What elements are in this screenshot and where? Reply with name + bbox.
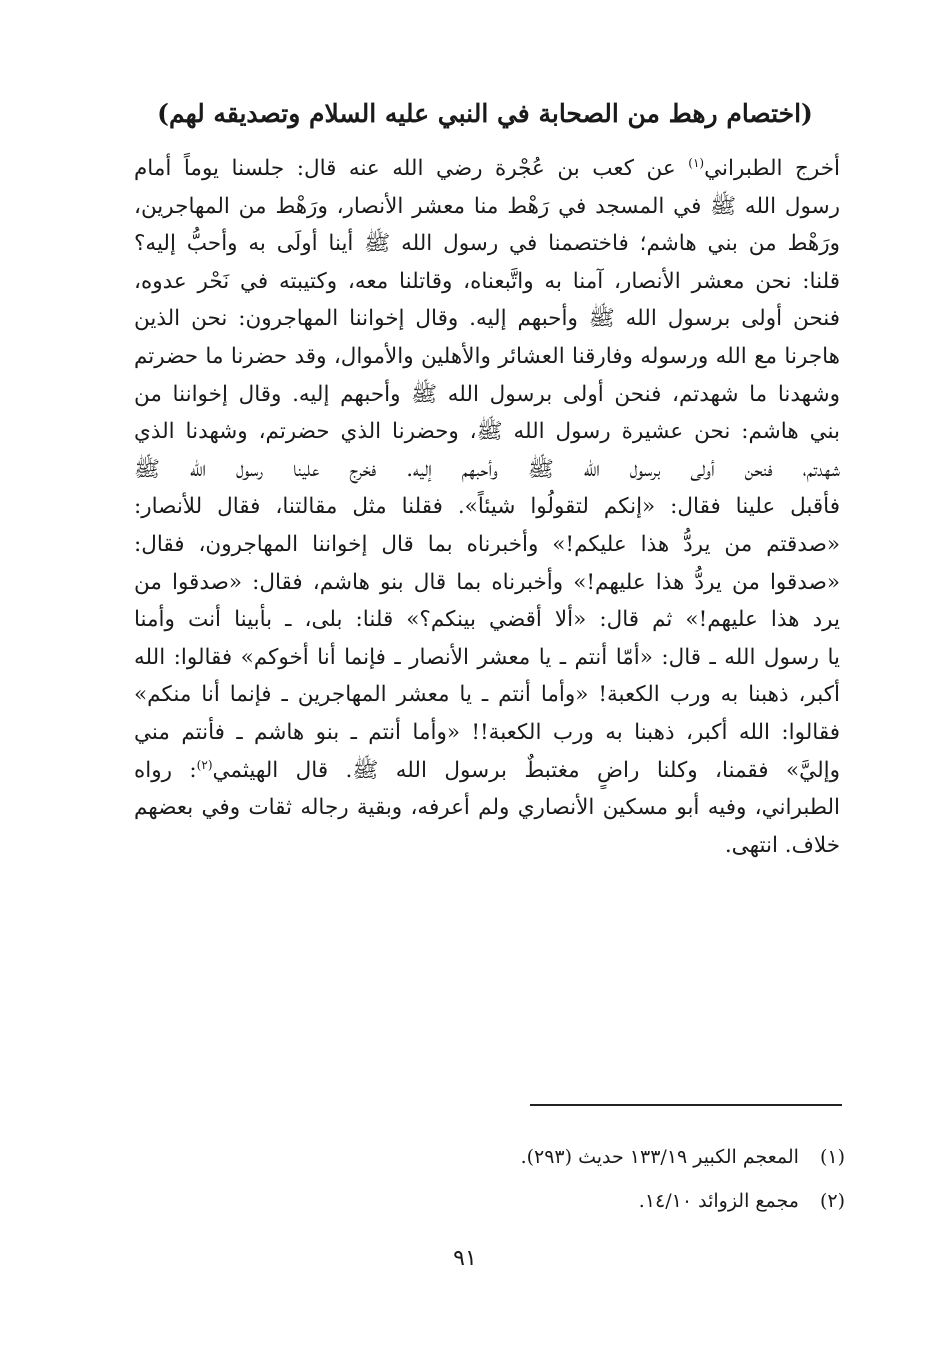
text-line: أكبر، ذهبنا به ورب الكعبة! «وأما أنتم ـ يا معشر المهاجرين ـ فإنما أنا منكم»	[134, 682, 840, 708]
footnote-number: (١)	[819, 1146, 845, 1168]
text-line: ورَهْط من بني هاشم؛ فاختصمنا في رسول الله ﷺ أينا أولَى به وأحبُّ إليه؟	[134, 231, 840, 257]
text-line: رسول الله ﷺ في المسجد في رَهْط منا معشر الأنصار، ورَهْط من المهاجرين،	[134, 193, 840, 219]
text-line: يا رسول الله ـ قال: «أمّا أنتم ـ يا معشر الأنصار ـ فإنما أنا أخوكم» فقالوا: الله	[134, 644, 840, 670]
text-line: يرد هذا عليهم!» ثم قال: «ألا أقضي بينكم؟» قلنا: بلى، ـ بأبينا أنت وأمنا	[134, 607, 840, 633]
text-line: وشهدنا ما شهدتم، فنحن أولى برسول الله ﷺ وأحبهم إليه. وقال إخواننا من	[134, 381, 840, 407]
page-number: ٩١	[453, 1246, 477, 1271]
text-line: خلاف. انتهى.	[724, 832, 840, 858]
footnote-reference: (١)	[688, 155, 705, 170]
footnote-text: مجمع الزوائد ١٤/١٠.	[638, 1190, 799, 1212]
footnotes	[300, 1135, 845, 1223]
footnote-separator	[530, 1104, 842, 1106]
text-line: فنحن أولى برسول الله ﷺ وأحبهم إليه. وقال إخواننا المهاجرون: نحن الذين	[134, 306, 840, 332]
text-segment: عن كعب بن عُجْرة رضي الله عنه قال: جلسنا يوماً أمام	[134, 156, 689, 181]
footnote-number: (٢)	[819, 1190, 845, 1212]
text-segment: وإليَّ» فقمنا، وكلنا راضٍ مغتبطٌ برسول الله ﷺ. قال الهيثمي	[212, 757, 840, 783]
text-line: قلنا: نحن معشر الأنصار، آمنا به واتَّبعناه، وقاتلنا معه، وكتيبته في نَحْر عدوه،	[134, 268, 840, 294]
text-line: شهدتم، فنحن أولى برسول الله ﷺ وأحبهم إليه. فخرج علينا رسول الله ﷺ	[134, 456, 840, 482]
text-line	[134, 752, 840, 790]
text-line	[134, 150, 840, 188]
text-line: هاجرنا مع الله ورسوله وفارقنا العشائر والأهلين والأموال، وقد حضرنا ما حضرتم	[134, 343, 840, 369]
text-segment: : رواه	[134, 757, 197, 783]
footnote-text: المعجم الكبير ١٣٣/١٩ حديث (٢٩٣).	[520, 1146, 799, 1168]
text-line: «صدقتم من يردُّ هذا عليكم!» وأخبرناه بما قال إخواننا المهاجرون، فقال:	[134, 531, 840, 557]
text-line: الطبراني، وفيه أبو مسكين الأنصاري ولم أعرفه، وبقية رجاله ثقات وفي بعضهم	[134, 795, 840, 821]
text-line: فقالوا: الله أكبر، ذهبنا به ورب الكعبة!! «وأما أنتم ـ بنو هاشم ـ فأنتم مني	[134, 719, 840, 745]
text-line: بني هاشم: نحن عشيرة رسول الله ﷺ، وحضرنا الذي حضرتم، وشهدنا الذي	[134, 419, 840, 445]
section-heading: (اختصام رهط من الصحابة في النبي عليه السلام وتصديقه لهم)	[157, 99, 813, 128]
footnote-item	[300, 1179, 845, 1223]
text-segment: أخرج الطبراني	[704, 156, 840, 181]
text-line: فأقبل علينا فقال: «إنكم لتقولُوا شيئاً». فقلنا مثل مقالتنا، فقال للأنصار:	[134, 494, 840, 520]
text-line: «صدقوا من يردُّ هذا عليهم!» وأخبرناه بما قال بنو هاشم، فقال: «صدقوا من	[134, 569, 840, 595]
footnote-item	[300, 1135, 845, 1179]
main-paragraph	[134, 150, 840, 864]
footnote-reference: (٢)	[196, 757, 213, 772]
